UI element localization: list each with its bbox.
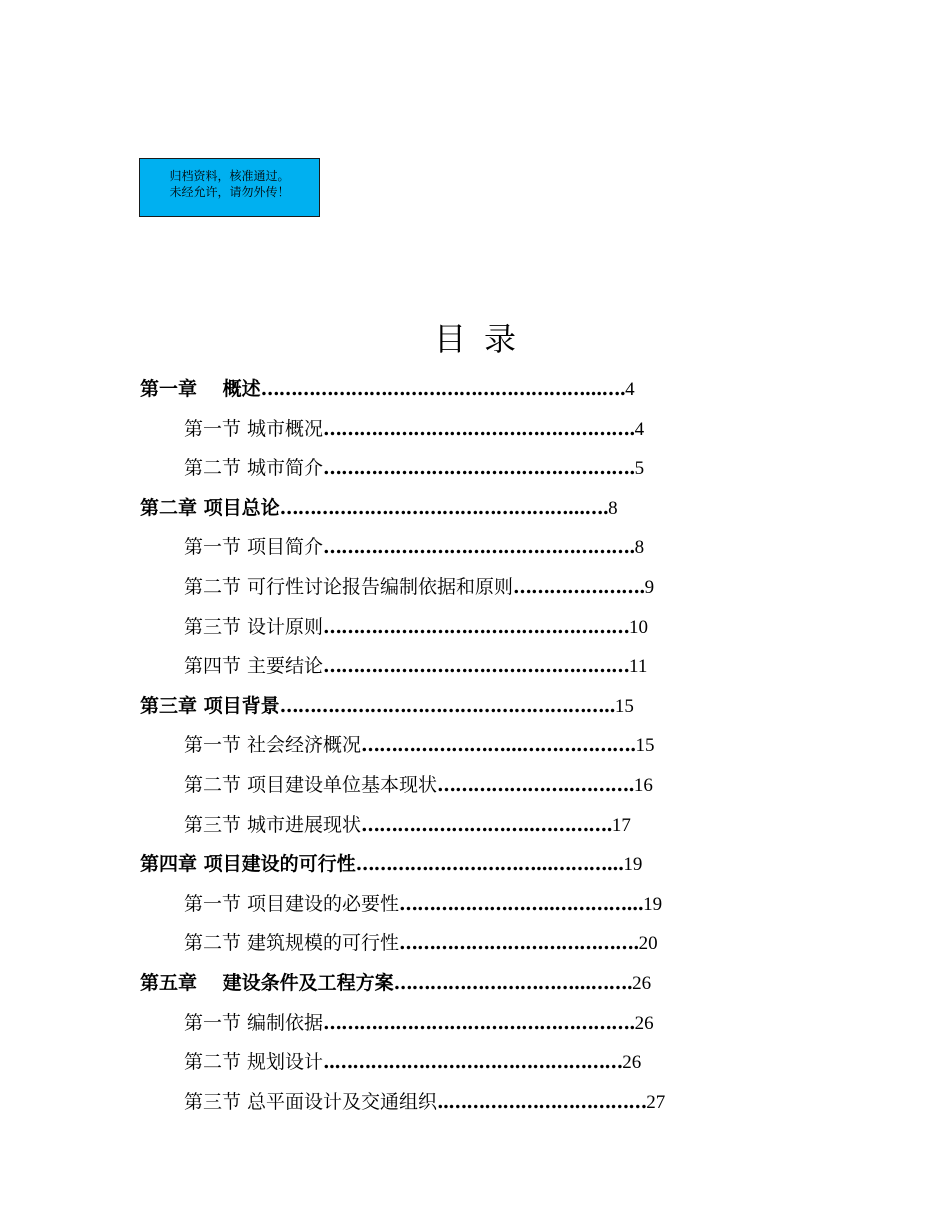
toc-entry-19 (184, 1090, 746, 1114)
toc-page-number: 10 (629, 617, 649, 638)
toc-entry-6 (184, 575, 730, 599)
toc-page-number: 4 (625, 379, 635, 400)
toc-entry-label: 第三章 项目背景 (140, 695, 280, 717)
toc-dot-leader: …………………. (513, 576, 645, 598)
toc-dot-leader: ……………………………………………. (323, 1012, 635, 1034)
toc-entry-label: 第二节 可行性讨论报告编制依据和原则 (184, 576, 514, 598)
toc-page-number: 26 (632, 973, 652, 994)
page-title: 目录 (433, 320, 534, 359)
stamp-line-2: 未经允许，请勿外传！ (169, 185, 290, 199)
toc-entry-13 (140, 852, 742, 876)
toc-entry-label: 第三节 设计原则 (184, 616, 324, 638)
toc-page-number: 20 (638, 933, 658, 954)
toc-page-number: 15 (635, 735, 655, 756)
toc-entry-label: 第三节 总平面设计及交通组织 (184, 1091, 438, 1113)
toc-entry-8 (184, 654, 736, 678)
toc-page-number: 26 (634, 1013, 654, 1034)
toc-page-number: 9 (644, 577, 655, 598)
toc-page-number: 19 (623, 854, 643, 875)
toc-page-number: 27 (646, 1092, 666, 1113)
toc-page-number: 17 (611, 815, 631, 836)
toc-entry-3 (184, 456, 730, 480)
toc-dot-leader: …………………..………. (437, 774, 634, 796)
toc-entry-label: 第四节 主要结论 (184, 655, 324, 677)
toc-dot-leader: ……………………...………………. (361, 734, 636, 756)
toc-page-number: 19 (643, 894, 663, 915)
toc-entry-14 (184, 892, 742, 916)
toc-entry-17 (184, 1011, 742, 1035)
toc-dot-leader: ……………………..…………... (399, 893, 644, 915)
toc-entry-12 (184, 813, 736, 837)
toc-page-number: 15 (614, 696, 634, 717)
toc-page-number: 11 (629, 656, 648, 677)
toc-entry-5 (184, 535, 730, 559)
toc-dot-leader: ……………………………………………. (323, 536, 635, 558)
toc-entry-label: 第五章 建设条件及工程方案 (140, 972, 394, 994)
toc-dot-leader: ..…………………………… (437, 1091, 647, 1113)
toc-dot-leader: …………………………………………...…. (279, 497, 609, 519)
toc-entry-label: 第一章 概述 (140, 378, 261, 400)
toc-entry-16 (140, 971, 748, 995)
toc-entry-15 (184, 931, 742, 955)
toc-entry-label: 第四章 项目建设的可行性 (140, 853, 356, 875)
toc-entry-label: 第二节 城市简介 (184, 457, 324, 479)
toc-entry-11 (184, 773, 736, 797)
toc-dot-leader: …………………………………. (399, 932, 639, 954)
toc-dot-leader: …………………………………………… (323, 655, 630, 677)
archive-stamp (139, 158, 320, 217)
toc-entry-label: 第二节 项目建设单位基本现状 (184, 774, 438, 796)
toc-dot-leader: …………………………………………… (323, 616, 630, 638)
toc-dot-leader: ………………………………………………...…. (260, 378, 626, 400)
toc-entry-10 (184, 733, 736, 757)
toc-entry-label: 第一节 社会经济概况 (184, 734, 362, 756)
toc-dot-leader: …………………………...………... (355, 853, 624, 875)
toc-entry-label: 第一节 项目简介 (184, 536, 324, 558)
toc-entry-label: 第三节 城市进展现状 (184, 814, 362, 836)
toc-page-number: 8 (634, 537, 645, 558)
toc-entry-18 (184, 1050, 746, 1074)
toc-page-number: 5 (634, 458, 645, 479)
toc-entry-2 (184, 417, 734, 441)
toc-dot-leader: ………………………..…………. (361, 814, 612, 836)
toc-entry-1 (140, 377, 760, 401)
toc-dot-leader: ……………………………………………. (323, 418, 635, 440)
toc-entry-label: 第一节 城市概况 (184, 418, 324, 440)
toc-entry-4 (140, 496, 724, 520)
toc-entry-label: 第二节 规划设计 (184, 1051, 324, 1073)
toc-page-number: 4 (634, 419, 645, 440)
toc-entry-7 (184, 615, 736, 639)
toc-dot-leader: …………………………...……. (393, 972, 633, 994)
toc-entry-label: 第一节 项目建设的必要性 (184, 893, 400, 915)
toc-page-number: 26 (622, 1052, 642, 1073)
toc-page-number: 16 (633, 775, 653, 796)
toc-dot-leader: ……………………………………………….. (279, 695, 615, 717)
toc-entry-9 (140, 694, 732, 718)
toc-entry-label: 第一节 编制依据 (184, 1012, 324, 1034)
toc-entry-label: 第二章 项目总论 (140, 497, 280, 519)
toc-dot-leader: ..………………………………………… (323, 1051, 623, 1073)
toc-page-number: 8 (608, 498, 618, 519)
stamp-line-1: 归档资料，核准通过。 (169, 169, 290, 183)
toc-dot-leader: ……………………………………………. (323, 457, 635, 479)
toc-entry-label: 第二节 建筑规模的可行性 (184, 932, 400, 954)
